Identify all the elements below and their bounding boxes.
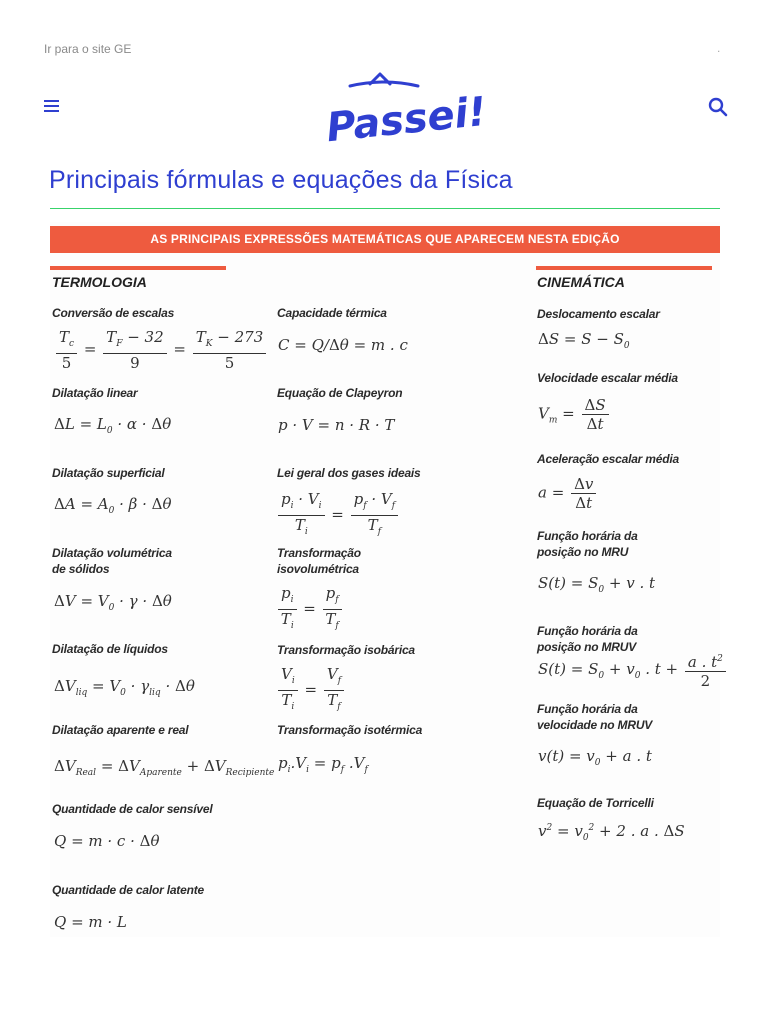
sheet-banner: AS PRINCIPAIS EXPRESSÕES MATEMÁTICAS QUE APARECEM NESTA EDIÇÃO: [50, 226, 720, 253]
formula-velocidade-mruv: $v(t) = v_0 + a$ . t: [538, 747, 652, 768]
formula-aceleracao-media: a = $\frac{\Delta v}{\Delta t}$: [538, 475, 598, 512]
formula-dilatacao-superficial: $\Delta A = A_0 \cdot \beta \cdot \Delta\theta$: [54, 495, 172, 516]
cinematica-accent-bar: [536, 266, 712, 270]
termologia-title: TERMOLOGIA: [52, 274, 147, 290]
label-conversao-escalas: Conversão de escalas: [52, 306, 175, 320]
label-deslocamento-escalar: Deslocamento escalar: [537, 307, 660, 321]
label-dilatacao-superficial: Dilatação superficial: [52, 466, 165, 480]
label-posicao-mruv: Função horária da posição no MRUV: [537, 624, 638, 654]
formula-dilatacao-aparente: $\Delta V_{Real} = \Delta V_{Aparente} + \Delta V_{Recipiente}$: [54, 757, 275, 778]
label-velocidade-mruv: Função horária da velocidade no MRUV: [537, 702, 653, 732]
formula-sheet-image: [50, 222, 723, 937]
label-aceleracao-media: Aceleração escalar média: [537, 452, 679, 466]
formula-dilatacao-linear: $\Delta L = L_0 \cdot \alpha \cdot \Delta\theta$: [54, 415, 172, 436]
hamburger-menu-icon[interactable]: [44, 100, 59, 114]
formula-calor-latente: Q = m · L: [54, 913, 127, 931]
formula-conversao-escalas: $\frac{T_c}{5}$ = $\frac{T_F - 32}{9}$ = $\frac{T_K - 273}{5}$: [54, 328, 268, 372]
formula-posicao-mru: $S(t) = S_0 + v$ . t: [538, 574, 656, 595]
formula-isobarica: $\frac{V_i}{T_i}$ = $\frac{V_f}{T_f}$: [276, 665, 346, 716]
formula-capacidade-termica: C = Q/Δθ = m . c: [278, 336, 408, 354]
label-velocidade-media: Velocidade escalar média: [537, 371, 678, 385]
label-posicao-mru: Função horária da posição no MRU: [537, 529, 638, 559]
label-gases-ideais: Lei geral dos gases ideais: [277, 466, 421, 480]
formula-posicao-mruv: $S(t) = S_0 + v_0$ . t + $\frac{a . t^2}{2}$: [538, 650, 728, 690]
cinematica-title: CINEMÁTICA: [537, 274, 625, 290]
termologia-accent-bar: [50, 266, 226, 270]
label-isotermica: Transformação isotérmica: [277, 723, 423, 737]
formula-calor-sensivel: Q = m · c · Δθ: [54, 832, 160, 850]
label-isobarica: Transformação isobárica: [277, 643, 415, 657]
label-clapeyron: Equação de Clapeyron: [277, 386, 403, 400]
label-dilatacao-liquidos: Dilatação de líquidos: [52, 642, 168, 656]
passei-logo[interactable]: [318, 70, 489, 152]
formula-deslocamento-escalar: $\Delta S = S - S_0$: [538, 330, 630, 351]
label-capacidade-termica: Capacidade térmica: [277, 306, 387, 320]
label-isovolumetrica: Transformação isovolumétrica: [277, 546, 361, 576]
label-dilatacao-aparente: Dilatação aparente e real: [52, 723, 189, 737]
label-calor-latente: Quantidade de calor latente: [52, 883, 204, 897]
label-calor-sensivel: Quantidade de calor sensível: [52, 802, 213, 816]
formula-torricelli: $v^2 = v_0^2 + 2$ . a . ΔS: [538, 822, 685, 843]
formula-isotermica: $p_i.V_i = p_f$ $.V_f$: [278, 754, 368, 775]
label-torricelli: Equação de Torricelli: [537, 796, 654, 810]
title-divider: [50, 208, 720, 209]
formula-clapeyron: p · V = n · R · T: [278, 416, 395, 434]
formula-velocidade-media: $V_m$ = $\frac{\Delta S}{\Delta t}$: [538, 396, 611, 433]
page-title: Principais fórmulas e equações da Física: [49, 166, 513, 194]
formula-dilatacao-liquidos: $\Delta V_{liq} = V_0 \cdot \gamma_{liq} \cdot \Delta\theta$: [54, 677, 195, 698]
top-dot: .: [717, 41, 721, 55]
formula-isovolumetrica: $\frac{p_i}{T_i}$ = $\frac{p_f}{T_f}$: [276, 584, 344, 635]
search-icon[interactable]: [707, 96, 729, 118]
skip-to-ge-link[interactable]: Ir para o site GE: [44, 42, 132, 56]
formula-dilatacao-volumetrica: $\Delta V = V_0 \cdot \gamma \cdot \Delta\theta$: [54, 592, 172, 613]
svg-text:Passei!: Passei!: [324, 88, 489, 152]
label-dilatacao-linear: Dilatação linear: [52, 386, 138, 400]
label-dilatacao-volumetrica: Dilatação volumétrica de sólidos: [52, 546, 172, 576]
formula-gases-ideais: $\frac{p_i \cdot V_i}{T_i}$ = $\frac{p_f \cdot V_f}{T_f}$: [276, 490, 400, 541]
